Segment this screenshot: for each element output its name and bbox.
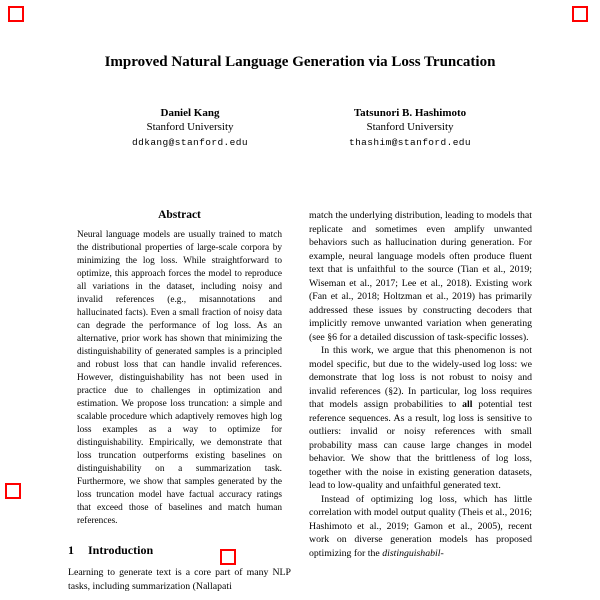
two-column-body	[0, 209, 600, 593]
author-block-2	[300, 106, 520, 149]
author-affiliation: Stanford University	[366, 121, 454, 133]
right-paragraph-3	[309, 493, 532, 561]
italic-term: distinguishabil-	[382, 547, 444, 559]
intro-paragraph: Learning to generate text is a core part of many NLP tasks, including summarization (Nallapati	[68, 567, 291, 592]
right-column	[309, 209, 532, 593]
author-name: Tatsunori B. Hashimoto	[353, 107, 467, 119]
author-email: ddkang@stanford.edu	[132, 137, 248, 148]
right-paragraph-1: match the underlying distribution, leading to models that replicate and sometimes even amplify unwanted behaviors such as hallucination during generation. For example, neural language models often produce fluent text that is unfaithful to the source (Tian et al., 2019; Wiseman et al., 2017; Lee et al., 2018). Existing work (Fan et al., 2018; Holtzman et al., 2019) has primarily addressed these issues by constructing decoders that implicitly remove unwanted variation when generating (see §6 for a detailed discussion of task-specific losses).	[309, 210, 532, 343]
author-block-1	[80, 106, 300, 149]
annotation-box-bottom-center	[220, 549, 236, 565]
abstract-text: Neural language models are usually trained to match the distributional properties of large-scale corpora by minimizing the log loss. While straightforward to optimize, this approach forces the model to reproduce all variations in the dataset, including noisy and invalid references (e.g., misannotations and hallucinated facts). Even a small fraction of noisy data can degrade the performance of log loss. As an alternative, prior work has shown that minimizing the distinguishability of generated samples is a principled and robust loss that can handle invalid references. However, distinguishability has not been used in practice due to challenges in optimization and estimation. We propose loss truncation: a simple and scalable procedure which adaptively removes high log loss examples as a way to optimize for distinguishability. Empirically, we demonstrate that loss truncation outperforms existing baselines on distinguishability on a summarization task. Furthermore, we show that samples generated by the loss truncation model have factual accuracy ratings that exceed those of baselines and match human references.	[77, 230, 282, 526]
paragraph-text: potential test reference sequences. As a result, log loss is sensitive to outliers: invalid or noisy references with small probability mass can cause large changes in model behavior. We show that the brittleness of log loss, together with the noise in existing generation datasets, lead to low-quality and unfaithful generated text.	[309, 399, 532, 491]
section-heading-introduction	[68, 543, 291, 558]
author-row	[80, 106, 520, 149]
author-name: Daniel Kang	[160, 107, 220, 119]
paragraph-text: Instead of optimizing log loss, which has little correlation with model output quality (Theis et al., 2016; Hashimoto et al., 2019; Gamon et al., 2005), recent work on diverse generation models has proposed optimizing for the	[309, 493, 532, 559]
author-affiliation: Stanford University	[146, 121, 234, 133]
annotation-box-mid-left	[5, 483, 21, 499]
author-email: thashim@stanford.edu	[348, 137, 472, 148]
annotation-box-top-left	[8, 6, 24, 22]
right-paragraph-2	[309, 344, 532, 493]
paper-title: Improved Natural Language Generation via Loss Truncation	[104, 54, 496, 70]
paragraph-text: In this work, we argue that this phenomenon is not model specific, but due to the widely-used log loss: we demonstrate that log loss is not robust to noisy and invalid references (§2). In particular, log loss requires that models assign probabilities to	[309, 345, 532, 410]
bold-word: all	[462, 399, 473, 410]
section-number: 1	[68, 543, 74, 557]
section-title: Introduction	[88, 543, 154, 557]
abstract-heading: Abstract	[158, 209, 201, 221]
left-column	[68, 209, 291, 593]
annotation-box-top-right	[572, 6, 588, 22]
